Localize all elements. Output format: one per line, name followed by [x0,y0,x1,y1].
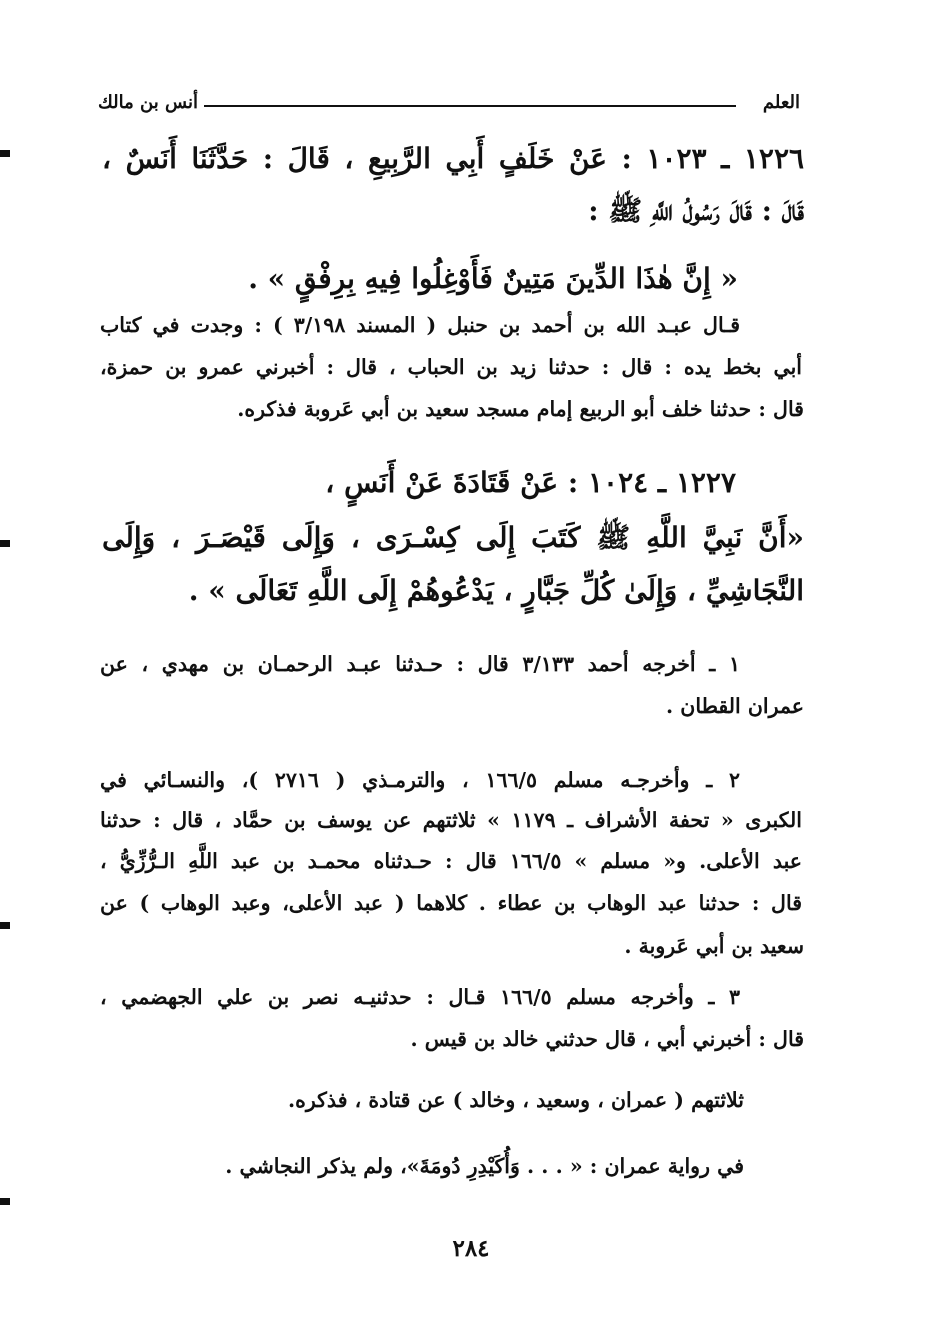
footnote-line: ١ ـ أخرجه أحمد ٣/١٣٣ قال : حـدثنا عبـد الرحمـان بن مهدي ، عن [100,652,740,676]
hadith-line: « إِنَّ هٰذَا الدِّينَ مَتِينٌ فَأَوْغِلُوا فِيهِ بِرِفْقٍ » . [248,262,738,295]
scan-edge-mark [0,922,10,929]
note-line: أبي بخط يده : قال : حدثنا زيد بن الحباب ، قال : أخبرني عمرو بن حمزة، [100,355,802,379]
note-line: قال : حدثنا خلف أبو الربيع إمام مسجد سعيد بن أبي عَروبة فذكره. [237,397,804,421]
page-number: ٢٨٤ [452,1235,490,1262]
hadith-line: قَالَ : قَالَ رَسُولُ اللَّهِ ﷺ : [588,194,804,227]
summary-line: ثلاثتهم ( عمران ، وسعيد ، وخالد ) عن قتادة ، فذكره. [287,1088,744,1112]
footnote-line: سعيد بن أبي عَروبة . [624,934,804,958]
footnote-line: ٣ ـ وأخرجه مسلم ١٦٦/٥ قـال : حدثنيـه نصر بن علي الجهضمي ، [100,985,740,1009]
footnote-line: عبد الأعلى. و« مسلم » ١٦٦/٥ قال : حـدثناه محمـد بن عبد اللَّهِ الـرُّزِّيُّ ، [100,849,802,873]
footnote-line: قال : حدثنا عبد الوهاب بن عطاء . كلاهما ( عبد الأعلى، وعبد الوهاب ) عن [100,891,802,915]
hadith-line: ١٢٢٧ ـ ١٠٢٤ : عَنْ قَتَادَةَ عَنْ أَنَسٍ ، [325,466,736,499]
variant-line: في رواية عمران : « . . . وَأُكَيْدِرِ دُومَةَ»، ولم يذكر النجاشي . [225,1154,744,1178]
scan-edge-mark [0,150,10,157]
chapter-title: العلم [762,92,800,113]
header-rule [204,105,736,107]
note-line: قـال عبـد الله بن أحمد بن حنبل ( المسند ٣/١٩٨ ) : وجدت في كتاب [100,313,740,337]
footnote-line: ٢ ـ وأخرجـه مسلم ١٦٦/٥ ، والترمـذي ( ٢٧١٦ )، والنسـائي في [100,768,741,792]
running-header [98,92,800,122]
hadith-line: النَّجَاشِيِّ ، وَإِلَىٰ كُلِّ جَبَّارٍ ، يَدْعُوهُمْ إِلَى اللَّهِ تَعَالَى » . [188,574,804,607]
narrator-title: أنس بن مالك [98,92,198,113]
scan-edge-mark [0,1198,10,1205]
footnote-line: عمران القطان . [666,694,804,718]
footnote-line: قال : أخبرني أبي ، قال حدثني خالد بن قيس . [410,1027,804,1051]
hadith-line: «أَنَّ نَبِيَّ اللَّهِ ﷺ كَتَبَ إِلَى كِسْـرَى ، وَإِلَى قَيْصَـرَ ، وَإِلَى [102,521,804,554]
hadith-line: ١٢٢٦ ـ ١٠٢٣ : عَنْ خَلَفٍ أَبِي الرَّبِيعِ ، قَالَ : حَدَّثَنَا أَنَسٌ ، [102,142,805,175]
footnote-line: الكبرى « تحفة الأشراف ـ ١١٧٩ » ثلاثتهم عن يوسف بن حمَّاد ، قال : حدثنا [100,808,802,832]
scan-edge-mark [0,540,10,547]
